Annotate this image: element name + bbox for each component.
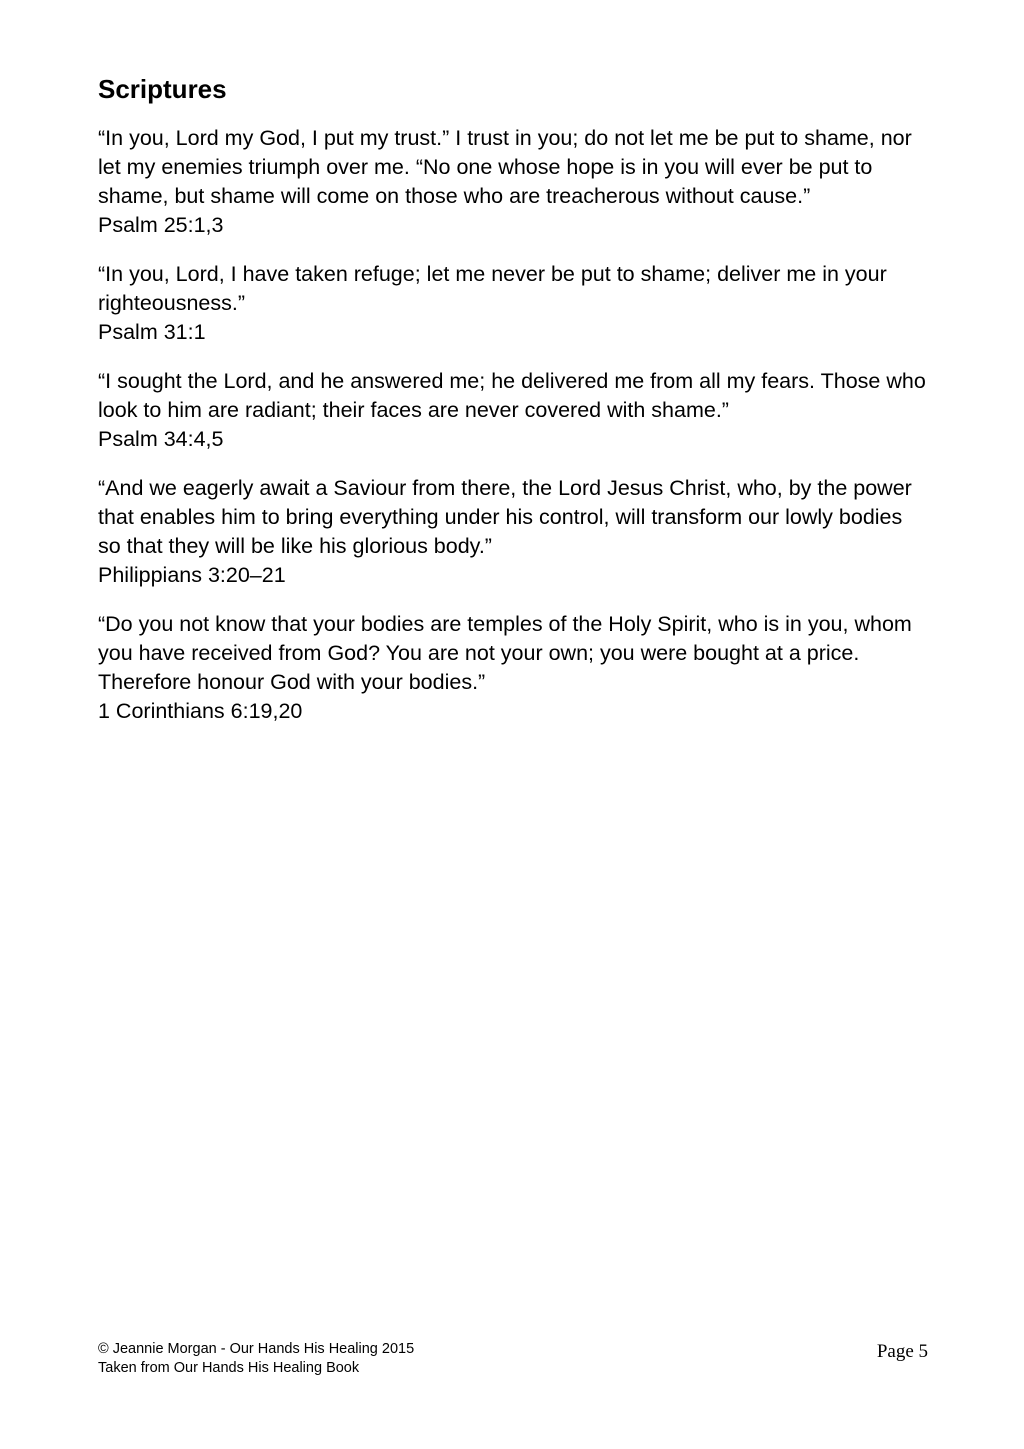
document-body bbox=[98, 72, 928, 746]
scripture-reference: 1 Corinthians 6:19,20 bbox=[98, 699, 303, 723]
page-number: Page 5 bbox=[876, 1341, 928, 1362]
scripture-text: “In you, Lord, I have taken refuge; let me never be put to shame; deliver me in your righteousness.” bbox=[98, 262, 887, 315]
section-heading: Scriptures bbox=[98, 74, 227, 104]
scripture-passage bbox=[98, 474, 928, 590]
scripture-passage bbox=[98, 260, 928, 347]
scripture-passage bbox=[98, 367, 928, 454]
footer-credits bbox=[98, 1340, 414, 1378]
scripture-text: “In you, Lord my God, I put my trust.” I trust in you; do not let me be put to shame, nor let my enemies triumph over me. “No one whose hope is in you will ever be put to shame, but shame will come on those who are treacherous without cause.” bbox=[98, 126, 912, 208]
footer-source: Taken from Our Hands His Healing Book bbox=[98, 1360, 360, 1376]
scripture-passage bbox=[98, 610, 928, 726]
scripture-reference: Philippians 3:20–21 bbox=[98, 563, 286, 587]
scripture-reference: Psalm 34:4,5 bbox=[98, 427, 224, 451]
scripture-reference: Psalm 31:1 bbox=[98, 320, 206, 344]
scripture-text: “And we eagerly await a Saviour from there, the Lord Jesus Christ, who, by the power that enables him to bring everything under his control, will transform our lowly bodies so that they will be like his glorious body.” bbox=[98, 476, 912, 558]
footer-copyright: © Jeannie Morgan - Our Hands His Healing 2015 bbox=[98, 1341, 415, 1357]
scripture-text: “I sought the Lord, and he answered me; he delivered me from all my fears. Those who look to him are radiant; their faces are never covered with shame.” bbox=[98, 369, 926, 422]
scripture-reference: Psalm 25:1,3 bbox=[98, 213, 224, 237]
scripture-text: “Do you not know that your bodies are temples of the Holy Spirit, who is in you, whom you have received from God? You are not your own; you were bought at a price. Therefore honour God with your bodies.” bbox=[98, 612, 912, 694]
scripture-passage bbox=[98, 124, 928, 240]
